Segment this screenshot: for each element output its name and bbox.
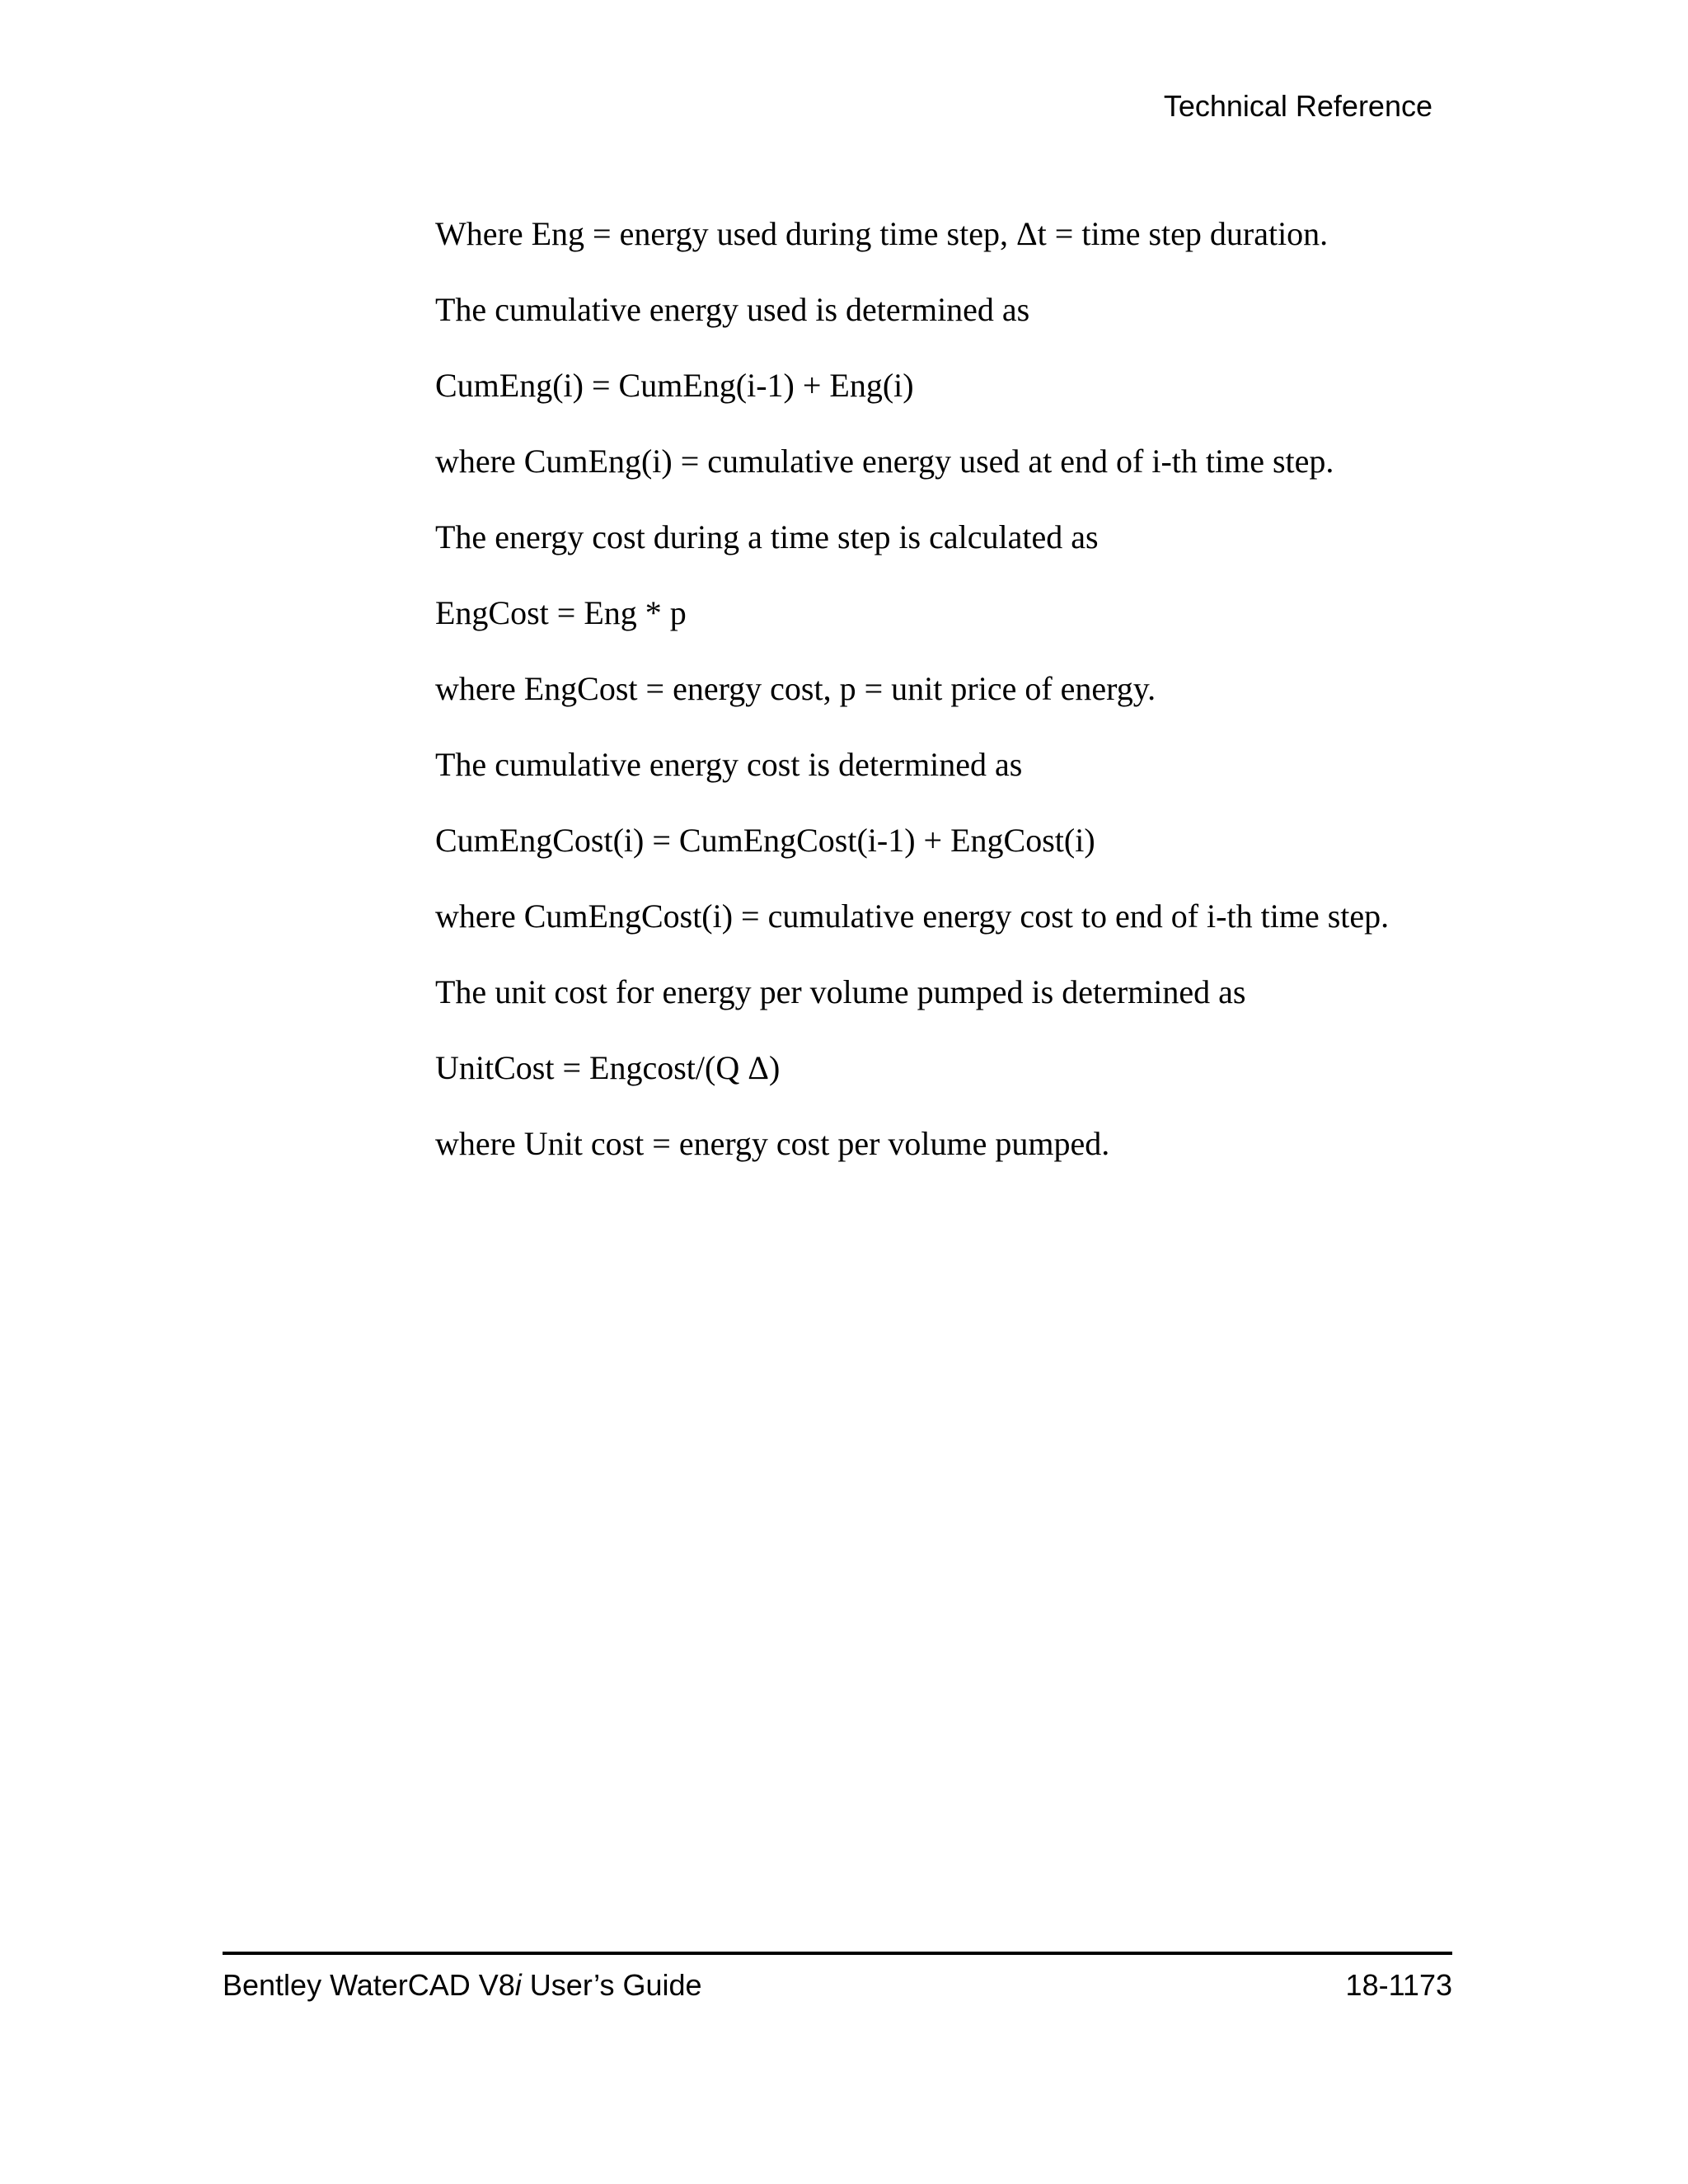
guide-title-prefix: Bentley WaterCAD V8 <box>223 1968 515 2002</box>
body-paragraph: The cumulative energy cost is determined as <box>435 746 1023 783</box>
equation-engcost: EngCost = Eng * p <box>435 594 687 631</box>
body-paragraph: Where Eng = energy used during time step, Δt = time step duration. <box>435 215 1329 252</box>
body-paragraph: The cumulative energy used is determined as <box>435 291 1030 328</box>
footer-guide-title <box>223 1968 702 2003</box>
equation-unitcost: UnitCost = Engcost/(Q Δ) <box>435 1049 781 1086</box>
footer-divider <box>223 1952 1452 1955</box>
guide-title-italic: i <box>514 1968 522 2002</box>
page-body <box>435 208 1507 1193</box>
equation-cumengcost: CumEngCost(i) = CumEngCost(i-1) + EngCost(i) <box>435 822 1095 859</box>
body-paragraph: where EngCost = energy cost, p = unit price of energy. <box>435 670 1156 707</box>
body-paragraph: where Unit cost = energy cost per volume pumped. <box>435 1125 1110 1162</box>
body-paragraph: The energy cost during a time step is calculated as <box>435 518 1099 555</box>
equation-cumeng: CumEng(i) = CumEng(i-1) + Eng(i) <box>435 367 914 404</box>
body-paragraph: The unit cost for energy per volume pumped is determined as <box>435 973 1246 1010</box>
body-paragraph: where CumEng(i) = cumulative energy used at end of i-th time step. <box>435 443 1334 480</box>
guide-title-suffix: User’s Guide <box>521 1968 702 2002</box>
body-paragraph: where CumEngCost(i) = cumulative energy cost to end of i-th time step. <box>435 898 1390 935</box>
running-header: Technical Reference <box>1163 89 1432 123</box>
page-number: 18-1173 <box>1345 1968 1452 2002</box>
